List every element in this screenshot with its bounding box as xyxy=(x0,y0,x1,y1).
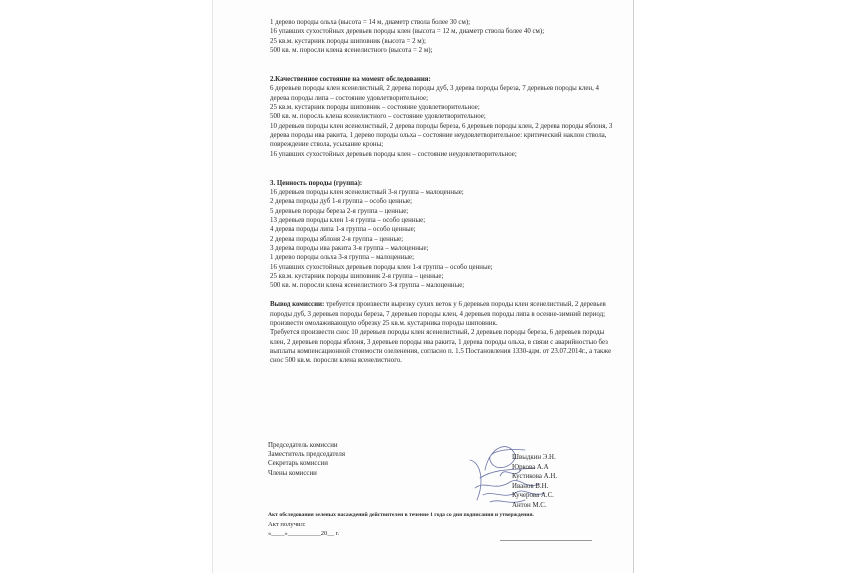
role-members: Члены комиссии xyxy=(268,469,317,477)
received-label: Акт получил: xyxy=(268,521,306,528)
section-3-title: 3. Ценность породы (группа): xyxy=(270,179,363,187)
role-secretary: Секретарь комиссии xyxy=(268,460,328,468)
section-3-line: 13 деревьев породы клен 1-я группа – особо ценные; xyxy=(270,217,426,225)
section-3-line: 2 дерева породы дуб 1-я группа – особо ценные; xyxy=(270,198,413,206)
role-chairman: Председатель комиссии xyxy=(268,442,338,449)
signature-name: Иванов В.Н. xyxy=(512,482,549,490)
section-2-line: 10 деревьев породы клен ясенелистный, 2 дерева породы береза, 6 деревьев породы клен, 2 дерева породы яблоня, 3 дерева породы ива ракита, 1 дерево породы ольха – состояние неудовлетворительное: критический наклон ствола, повреждение ствола, усыхание кроны; xyxy=(270,122,613,149)
intro-line: 16 упавших сухостойных деревьев породы клен (высота = 12 м, диаметр ствола более 40 см); xyxy=(270,28,545,36)
conclusion-paragraph xyxy=(270,300,615,328)
signature-name: Швыдкин Э.Н. xyxy=(512,454,556,461)
section-3-line: 3 дерева породы ива ракита 3-я группа – малоценные; xyxy=(270,244,429,252)
signature-name: Кучерова А.С. xyxy=(512,492,554,499)
act-validity-note: Акт обследования зеленых насаждений действителен в течение 1 года со дня подписания и утверждения. xyxy=(268,512,534,518)
section-3-line: 16 упавших сухостойных деревьев породы клен 1-я группа – особо ценные; xyxy=(270,263,493,271)
signature-names xyxy=(512,453,557,510)
intro-line: 1 дерево породы ольха (высота = 14 м, диаметр ствола более 30 см); xyxy=(270,19,471,26)
section-3-line: 4 дерева породы липа 1-я группа – особо ценные; xyxy=(270,226,416,234)
section-2-line: 6 деревьев породы клен ясенелистный, 2 дерева породы дуб, 3 дерева породы береза, 7 деревьев породы клен, 4 дерева породы липа – состояние удовлетворительное; xyxy=(270,85,599,102)
section-3-line: 25 кв.м. кустарник породы шиповник 2-я группа – ценные; xyxy=(270,272,444,280)
section-2-title: 2.Качественное состояние на момент обследования: xyxy=(270,76,431,84)
received-date-line: «____»__________20__ г. xyxy=(268,530,340,537)
signature-name: Юркова А.А xyxy=(512,463,549,471)
section-3-line: 16 деревьев породы клен ясенелистный 3-я группа – малоценные; xyxy=(270,189,464,197)
conclusion-label: Вывод комиссии: xyxy=(270,301,325,309)
received-block xyxy=(268,520,339,538)
section-3-line: 2 дерева породы яблоня 2-я группа – ценные; xyxy=(270,235,404,243)
document-body xyxy=(270,18,615,366)
section-2-line: 16 упавших сухостойных деревьев породы клен – состояние неудовлетворительное; xyxy=(270,150,517,158)
section-3-line: 500 кв. м. поросли клена ясенелистного 3-я группа – малоценные; xyxy=(270,282,465,290)
signature-name: Антон М.С. xyxy=(512,501,547,509)
intro-line: 500 кв. м. поросли клена ясенелистного (высота = 2 м); xyxy=(270,46,433,54)
section-2-line: 25 кв.м. кустарник породы шиповник – состояние удовлетворительное; xyxy=(270,104,480,112)
signature-roles xyxy=(268,441,345,478)
role-deputy: Заместитель председателя xyxy=(268,451,346,459)
signature-name: Кустикова А.Н. xyxy=(512,473,558,480)
conclusion-text-1: требуется произвести вырезку сухих веток у 6 деревьев породы клен ясенелистный, 2 деревьев породы дуб, 3 деревьев породы береза, 7 деревьев породы клен, 4 деревьев породы липа в осенне-зимний период; произвести омолаживающую обрезку 25 кв.м. кустарника породы шиповник. xyxy=(270,301,606,328)
signature-underline xyxy=(500,540,592,541)
section-3-line: 1 дерево породы ольха 3-я группа – малоценные; xyxy=(270,254,414,262)
conclusion-text-2: Требуется произвести снос 10 деревьев породы клен ясенелистный, 2 деревьев породы береза, 6 деревьев породы клен, 2 деревьев породы яблоня, 3 деревьев породы ива ракита, 1 дерева породы ольха, в связи с аварийностью без выплаты компенсационной стоимости озеленения, согласно п. 1.5 Постановления 1330-адм. от 23.07.2014г., а также снос 500 кв.м. поросли клена ясенелистного. xyxy=(270,329,612,365)
section-3-line: 5 деревьев породы береза 2-я группа – ценные; xyxy=(270,207,409,215)
intro-line: 25 кв.м. кустарник породы шиповник (высота = 2 м); xyxy=(270,37,426,45)
section-2-line: 500 кв. м. поросль клена ясенелистного – состояние удовлетворительное; xyxy=(270,113,486,121)
